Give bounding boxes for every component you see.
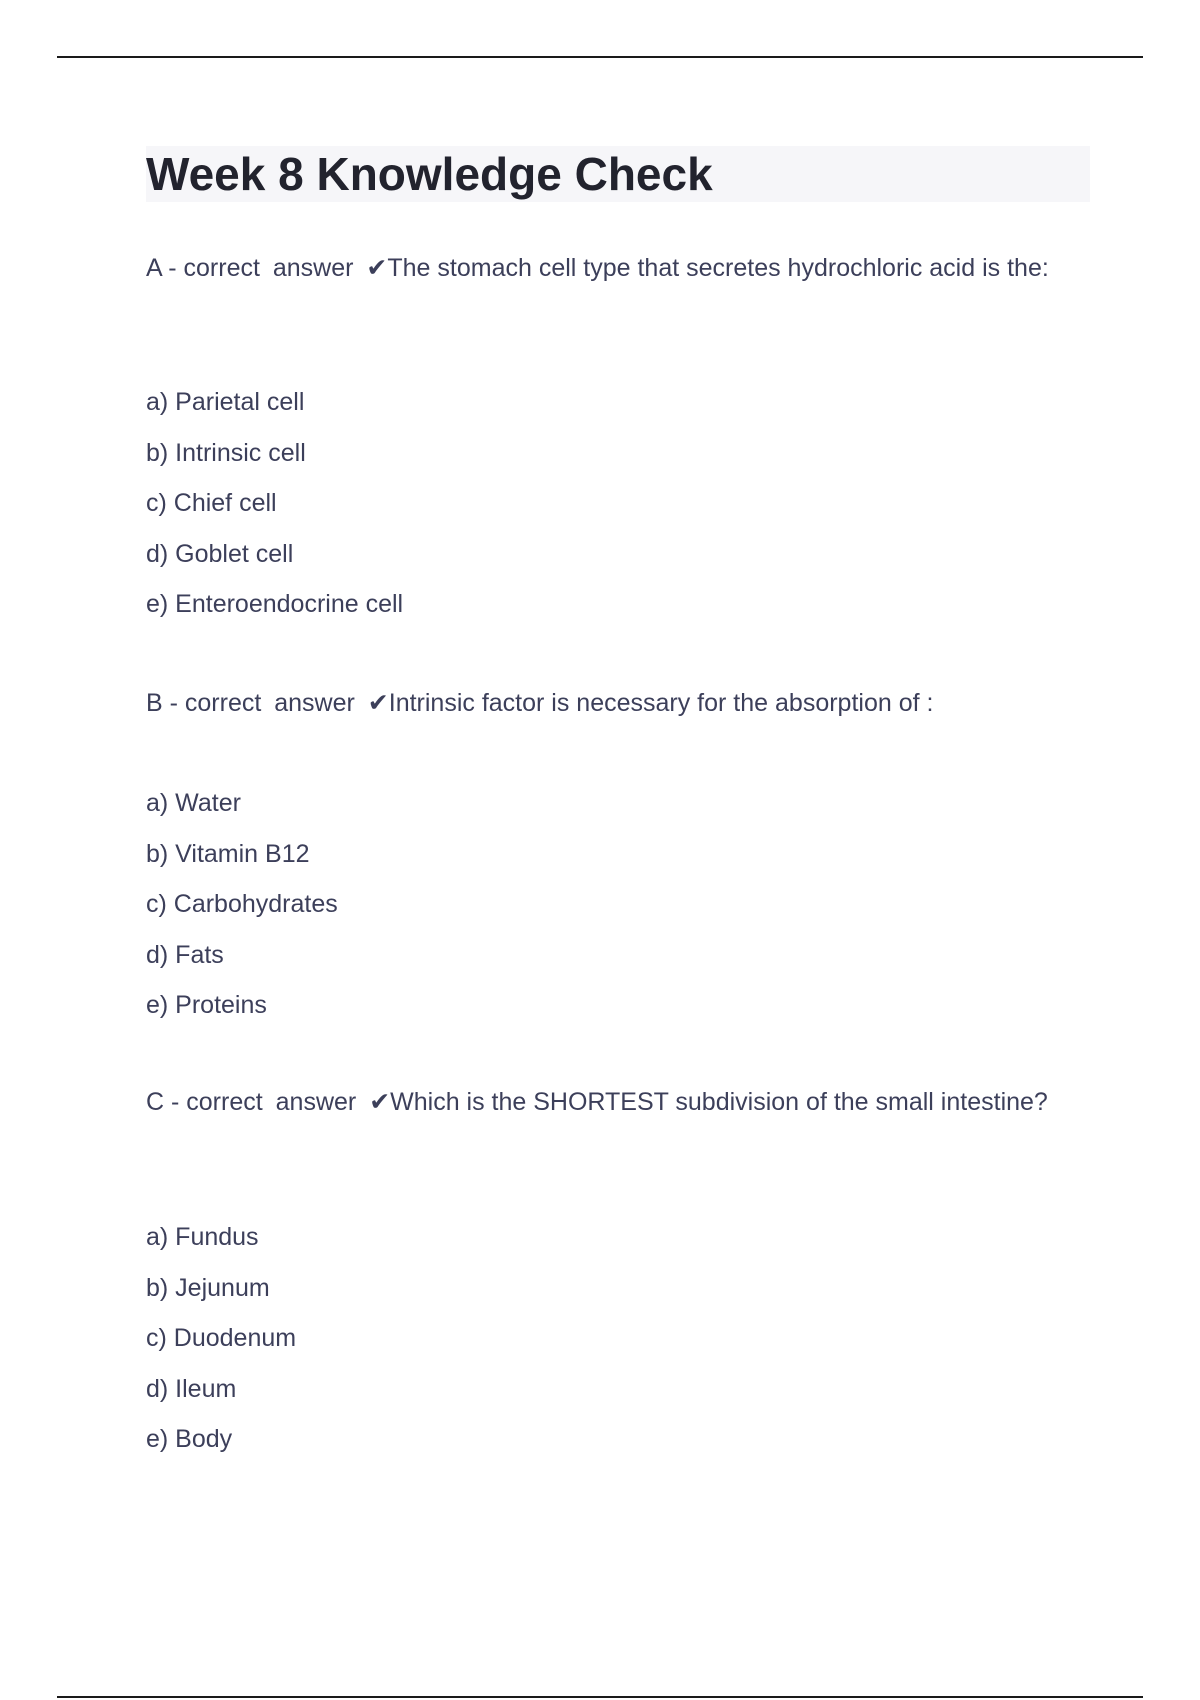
option-c: c) Chief cell <box>146 489 277 517</box>
option-e: e) Proteins <box>146 991 267 1019</box>
question-text: Intrinsic factor is necessary for the absorption of : <box>388 689 934 717</box>
option-e: e) Body <box>146 1425 233 1453</box>
answer-label: answer <box>274 689 355 717</box>
option-c: c) Carbohydrates <box>146 890 338 918</box>
answer-prefix: C - correct <box>146 1088 263 1116</box>
option-a: a) Parietal cell <box>146 388 305 416</box>
option-c: c) Duodenum <box>146 1324 297 1352</box>
question-text: The stomach cell type that secretes hydrochloric acid is the: <box>387 254 1049 282</box>
question-1 <box>146 251 1086 285</box>
option-b: b) Jejunum <box>146 1273 270 1302</box>
answer-label: answer <box>275 1088 357 1116</box>
answer-prefix: A - correct <box>146 254 260 282</box>
page-title: Week 8 Knowledge Check <box>146 148 713 200</box>
bottom-divider <box>57 1696 1143 1698</box>
option-e: e) Enteroendocrine cell <box>146 590 404 618</box>
option-b: b) Intrinsic cell <box>146 438 306 467</box>
option-d: d) Goblet cell <box>146 539 294 568</box>
question-2 <box>146 686 1086 720</box>
answer-label: answer <box>272 254 354 282</box>
option-a: a) Fundus <box>146 1223 259 1251</box>
option-d: d) Fats <box>146 940 224 969</box>
question-3 <box>146 1085 1086 1119</box>
question-text: Which is the SHORTEST subdivision of the small intestine? <box>390 1088 1048 1116</box>
options-list-3 <box>146 1220 296 1473</box>
check-mark-icon: ✔ <box>367 689 389 717</box>
options-list-1 <box>146 385 403 638</box>
options-list-2 <box>146 786 338 1039</box>
check-mark-icon: ✔ <box>366 254 388 282</box>
check-mark-icon: ✔ <box>369 1088 391 1116</box>
option-d: d) Ileum <box>146 1374 237 1403</box>
option-a: a) Water <box>146 789 241 817</box>
option-b: b) Vitamin B12 <box>146 839 310 868</box>
top-divider <box>57 56 1143 58</box>
answer-prefix: B - correct <box>146 689 262 717</box>
